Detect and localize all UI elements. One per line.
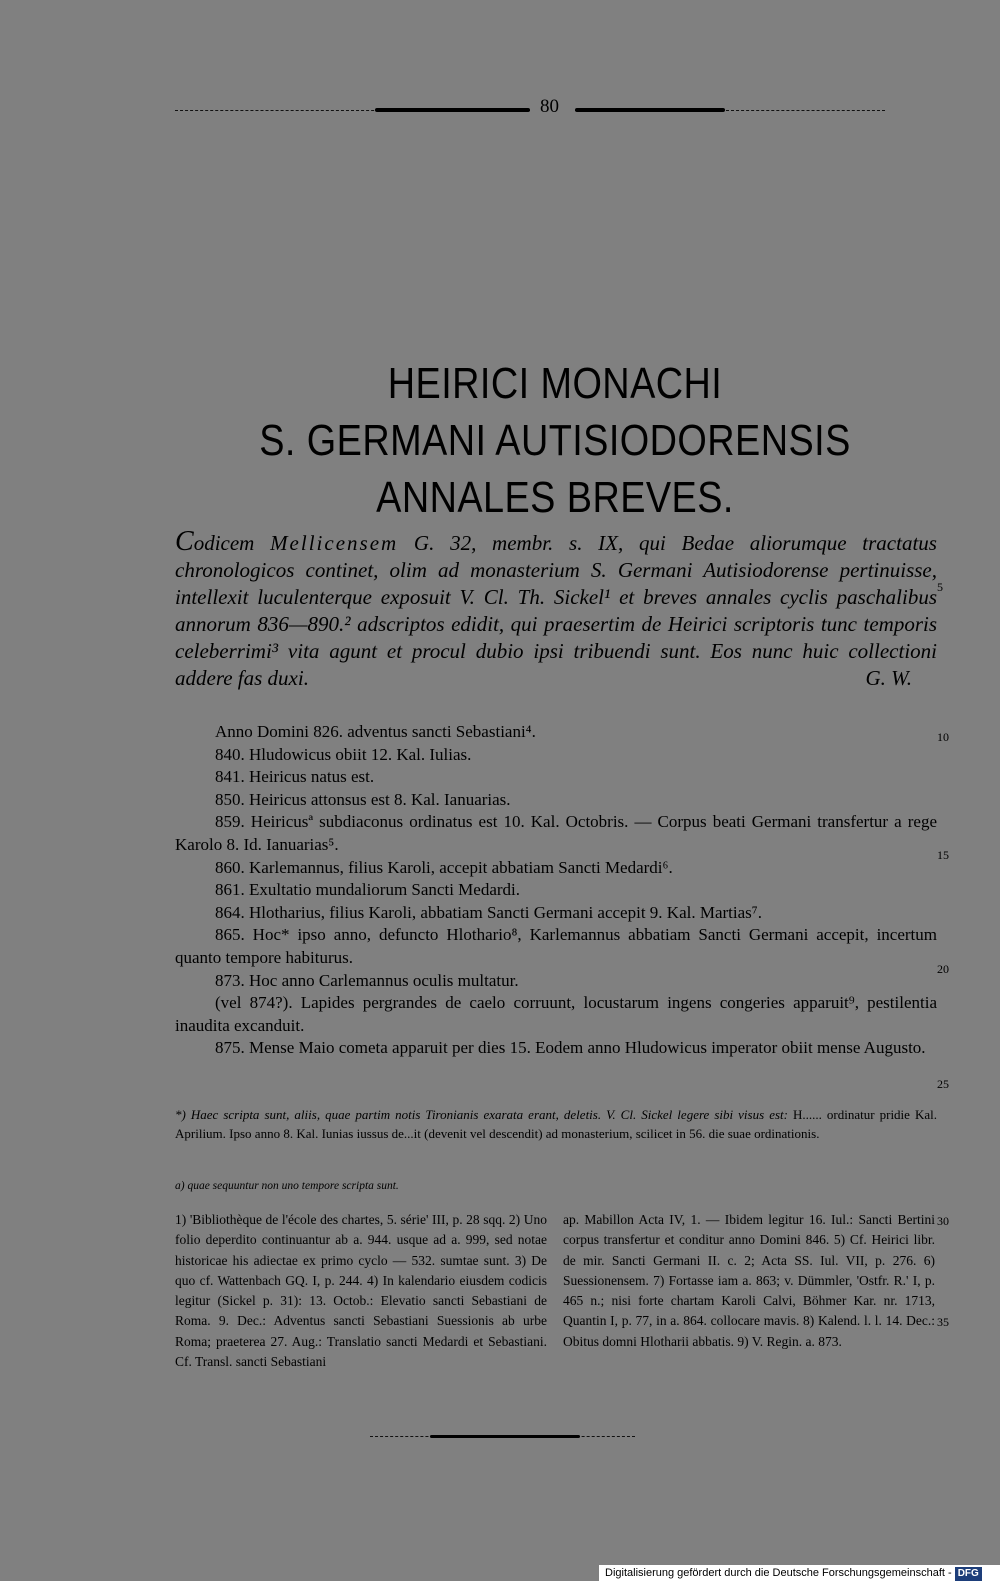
intro-text-b: G. 32, membr. s. IX, qui Bedae aliorumque tractatus chronologicos continet, olim ad monasterium S. Germani Autisiodorense pertinuisse, intellexit luculenterque exposuit V. Cl. Th. Sickel¹ et breves annales cyclis paschalibus annorum 836—890.² adscriptos edidit, qui praesertim de Heirici scriptoris tunc temporis celeberrimi³ vita agunt et procul dubio ipsi tribuendi sunt. Eos nunc huic collectioni addere fas duxi.	[175, 531, 937, 690]
header-rule-right-bold	[575, 108, 725, 112]
note-a: a) quae sequuntur non uno tempore scripta sunt.	[175, 1180, 399, 1192]
page-header	[175, 96, 895, 126]
line-number: 35	[937, 1315, 949, 1329]
annal-entry: 840. Hludowicus obiit 12. Kal. Iulias.	[215, 744, 472, 764]
annal-entry: 860. Karlemannus, filius Karoli, accepit abbatiam Sancti Medardi⁶.	[215, 857, 673, 877]
intro-text-a: odicem	[193, 531, 271, 555]
footnotes-right: ap. Mabillon Acta IV, 1. — Ibidem legitur 16. Iul.: Sancti Bertini corpus transfertur et conditur anno Domini 846. 5) Cf. Heirici libr. de mir. Sancti Germani II. c. 2; Acta SS. Iul. VII, p. 276. 6) Suessionensem. 7) Fortasse iam a. 863; v. Dümmler, 'Ostfr. R.' I, p. 465 n.; nisi forte chartam Karoli Calvi, Böhmer Kar. nr. 1713, Quantin I, p. 77, in a. 864. collocare mavis. 8) Kalend. l. l. 14. Dec.: Obitus domni Hlotharii abbatis. 9) V. Regin. a. 873.	[563, 1212, 935, 1349]
annal-entry: 859. Heiricusª subdiaconus ordinatus est 10. Kal. Octobris. — Corpus beati Germani transfertur a rege Karolo 8. Id. Ianuarias⁵.	[175, 812, 937, 854]
header-rule-left-bold	[375, 108, 530, 112]
title-line-1: HEIRICI MONACHI	[387, 359, 723, 408]
title-line-2: S. GERMANI AUTISIODORENSIS	[259, 416, 851, 465]
intro-paragraph	[175, 528, 937, 692]
annal-entry: 841. Heiricus natus est.	[215, 767, 375, 787]
annal-entry: 850. Heiricus attonsus est 8. Kal. Ianuarias.	[215, 789, 511, 809]
annals-list	[175, 721, 937, 1060]
annal-entry: 865. Hoc* ipso anno, defuncto Hlothario⁸, Karlemannus abbatiam Sancti Germani accepit, incertum quanto tempore habiturus.	[175, 925, 937, 967]
annal-entry: 861. Exultatio mundaliorum Sancti Medardi.	[215, 880, 521, 900]
digitization-footer	[599, 1565, 1000, 1581]
bottom-rule-bold	[430, 1435, 580, 1438]
dfg-logo[interactable]: DFG	[955, 1567, 982, 1581]
line-number: 15	[937, 848, 949, 862]
line-number: 5	[937, 580, 943, 594]
note-star-italic: *) Haec scripta sunt, aliis, quae partim notis Tironianis exarata erant, deletis. V. Cl. Sickel legere sibi visus est:	[175, 1107, 788, 1122]
initial-letter: C	[175, 526, 194, 557]
annal-entry: Anno Domini 826. adventus sancti Sebastiani⁴.	[215, 722, 536, 741]
annal-entry: 875. Mense Maio cometa apparuit per dies 15. Eodem anno Hludowicus imperator obiit mense Augusto.	[215, 1038, 926, 1058]
line-number: 20	[937, 962, 949, 976]
page-number: 80	[540, 96, 559, 117]
document-title	[228, 355, 882, 526]
title-line-3: ANNALES BREVES.	[376, 473, 734, 522]
signature: G. W.	[865, 666, 912, 690]
annal-entry: 864. Hlotharius, filius Karoli, abbatiam Sancti Germani accepit 9. Kal. Martias⁷.	[215, 902, 762, 922]
footer-text: Digitalisierung gefördert durch die Deutsche Forschungsgemeinschaft -	[605, 1567, 952, 1579]
line-number: 30	[937, 1214, 949, 1228]
line-number: 10	[937, 730, 949, 744]
note-star-plain: H...... ordinatur pridie Kal. Aprilium. Ipso anno 8. Kal. Iunias iussus de...it (devenit vel descendit) ad monasterium, scilicet in 56. die suae ordinationis.	[175, 1107, 937, 1141]
footnotes-left: 1) 'Bibliothèque de l'école des chartes, 5. série' III, p. 28 sqq. 2) Uno folio deperdito continuantur ab a. 944. usque ad a. 999, sed notae historicae his adiectae ex primo cyclo — 532. sumtae sunt. 3) De quo cf. Wattenbach GQ. I, p. 244. 4) In kalendario eiusdem codicis legitur (Sickel p. 31): 13. Octob.: Elevatio sancti Sebastiani de Roma. 9. Dec.: Adventus sancti Sebastiani Suessionis ab urbe Roma; praeterea 27. Aug.: Translatio sancti Medardi et Sebastiani. Cf. Transl. sancti Sebastiani	[175, 1212, 547, 1370]
note-star	[175, 1106, 937, 1143]
line-number: 25	[937, 1077, 949, 1091]
annal-entry: 873. Hoc anno Carlemannus oculis multatur.	[215, 970, 519, 990]
annal-entry: (vel 874?). Lapides pergrandes de caelo corruunt, locustarum ingens congeries apparuit⁹, pestilentia inaudita excanduit.	[175, 993, 937, 1035]
intro-spaced-text: Mellicensem	[270, 531, 399, 555]
